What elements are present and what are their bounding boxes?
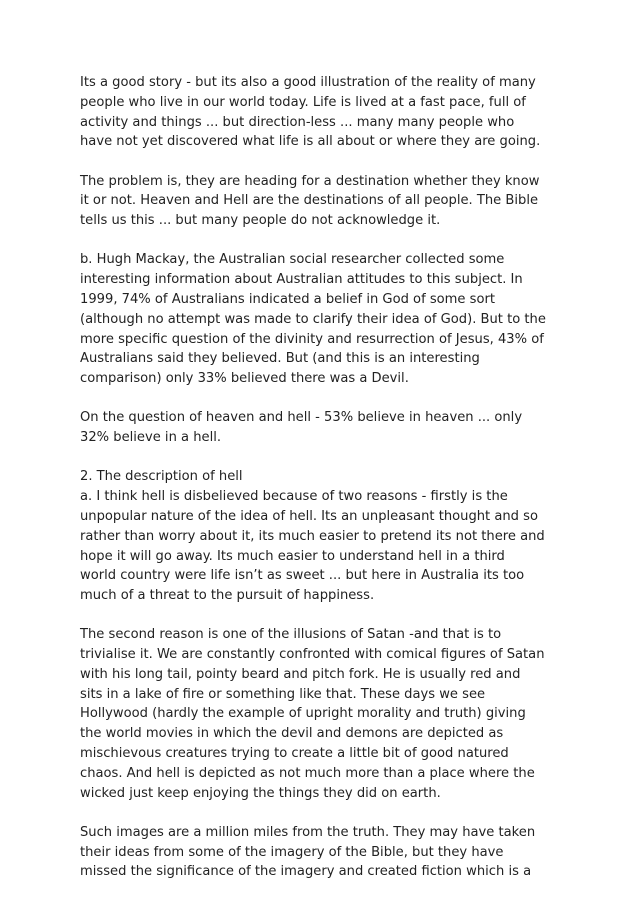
paragraph — [80, 250, 570, 389]
text-line: trivialise it. We are constantly confronted with comical figures of Satan — [80, 647, 545, 663]
text-line: The problem is, they are heading for a destination whether they know — [80, 173, 540, 189]
text-line: unpopular nature of the idea of hell. Its an unpleasant thought and so — [80, 508, 538, 524]
text-line: Australians said they believed. But (and this is an interesting — [80, 351, 480, 367]
text-line: Its a good story - but its also a good illustration of the reality of many — [80, 75, 536, 90]
text-line: Such images are a million miles from the truth. They may have taken — [80, 824, 536, 840]
text-line: hope it will go away. Its much easier to understand hell in a third — [80, 548, 505, 564]
text-line: chaos. And hell is depicted as not much more than a place where the — [80, 765, 535, 781]
paragraph — [80, 73, 570, 152]
paragraph — [80, 823, 570, 882]
text-line: the world movies in which the devil and demons are depicted as — [80, 726, 504, 742]
text-line: wicked just keep enjoying the things they did on earth. — [80, 785, 441, 801]
text-line: comparison) only 33% believed there was a Devil. — [80, 371, 409, 387]
text-line: rather than worry about it, its much easier to pretend its not there and — [80, 528, 545, 544]
text-line: people who live in our world today. Life is lived at a fast pace, full of — [80, 94, 526, 110]
paragraph — [80, 172, 570, 231]
text-line: 1999, 74% of Australians indicated a belief in God of some sort — [80, 291, 495, 307]
text-line: their ideas from some of the imagery of the Bible, but they have — [80, 844, 504, 860]
text-line: activity and things ... but direction-less ... many many people who — [80, 114, 515, 130]
text-line: with his long tail, pointy beard and pitch fork. He is usually red and — [80, 666, 521, 682]
text-line: sits in a lake of fire or something like that. These days we see — [80, 686, 486, 702]
text-line: interesting information about Australian attitudes to this subject. In — [80, 272, 523, 288]
text-line: it or not. Heaven and Hell are the destinations of all people. The Bible — [80, 193, 539, 209]
paragraph — [80, 625, 570, 803]
text-line: b. Hugh Mackay, the Australian social researcher collected some — [80, 252, 505, 268]
text-line: mischievous creatures trying to create a little bit of good natured — [80, 746, 509, 762]
text-line: (although no attempt was made to clarify their idea of God). But to the — [80, 311, 546, 327]
text-line: On the question of heaven and hell - 53% believe in heaven ... only — [80, 410, 523, 426]
text-line: Hollywood (hardly the example of upright morality and truth) giving — [80, 706, 526, 722]
text-line: much of a threat to the pursuit of happiness. — [80, 588, 375, 604]
document-body — [80, 73, 570, 902]
text-line: 2. The description of hell — [80, 469, 243, 485]
text-line: tells us this ... but many people do not acknowledge it. — [80, 213, 441, 229]
text-line: more specific question of the divinity and resurrection of Jesus, 43% of — [80, 331, 544, 347]
text-line: a. I think hell is disbelieved because of two reasons - firstly is the — [80, 489, 508, 505]
text-line: missed the significance of the imagery and created fiction which is a — [80, 864, 532, 880]
paragraph — [80, 467, 570, 606]
text-line: have not yet discovered what life is all about or where they are going. — [80, 134, 541, 150]
text-line: The second reason is one of the illusions of Satan -and that is to — [80, 627, 502, 643]
text-line: world country were life isn’t as sweet ... but here in Australia its too — [80, 568, 525, 584]
paragraph — [80, 408, 570, 448]
text-line: 32% believe in a hell. — [80, 430, 222, 446]
